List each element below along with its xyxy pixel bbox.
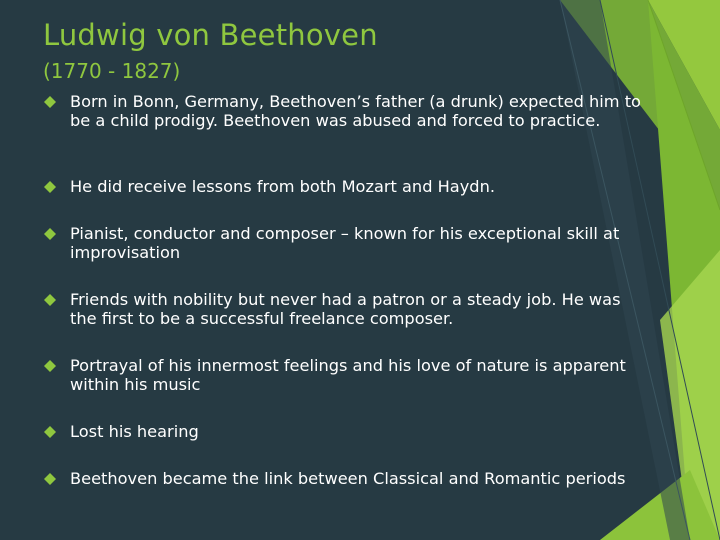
bullet-text: He did receive lessons from both Mozart and Haydn. bbox=[70, 177, 495, 196]
diamond-bullet-icon bbox=[44, 224, 70, 240]
list-item bbox=[44, 469, 645, 488]
list-item bbox=[44, 92, 645, 130]
diamond-bullet-icon bbox=[44, 469, 70, 485]
list-item bbox=[44, 177, 645, 196]
list-item bbox=[44, 224, 645, 262]
diamond-bullet-icon bbox=[44, 356, 70, 372]
bullet-text: Lost his hearing bbox=[70, 422, 199, 441]
list-item bbox=[44, 422, 645, 441]
bullet-text: Beethoven became the link between Classical and Romantic periods bbox=[70, 469, 626, 488]
diamond-bullet-icon bbox=[44, 422, 70, 438]
bullet-text: Friends with nobility but never had a patron or a steady job. He was the first to be a successful freelance composer. bbox=[70, 290, 621, 328]
bullet-text: Portrayal of his innermost feelings and his love of nature is apparent within his music bbox=[70, 356, 626, 394]
slide-subtitle: (1770 - 1827) bbox=[43, 59, 181, 83]
diamond-bullet-icon bbox=[44, 92, 70, 108]
diamond-bullet-icon bbox=[44, 177, 70, 193]
slide-title: Ludwig von Beethoven bbox=[43, 18, 378, 52]
list-item bbox=[44, 290, 645, 328]
bullet-text: Pianist, conductor and composer – known for his exceptional skill at improvisation bbox=[70, 224, 620, 262]
diamond-bullet-icon bbox=[44, 290, 70, 306]
list-item bbox=[44, 356, 645, 394]
bullet-text: Born in Bonn, Germany, Beethoven’s father (a drunk) expected him to be a child prodigy. Beethoven was abused and forced to practice. bbox=[70, 92, 641, 130]
